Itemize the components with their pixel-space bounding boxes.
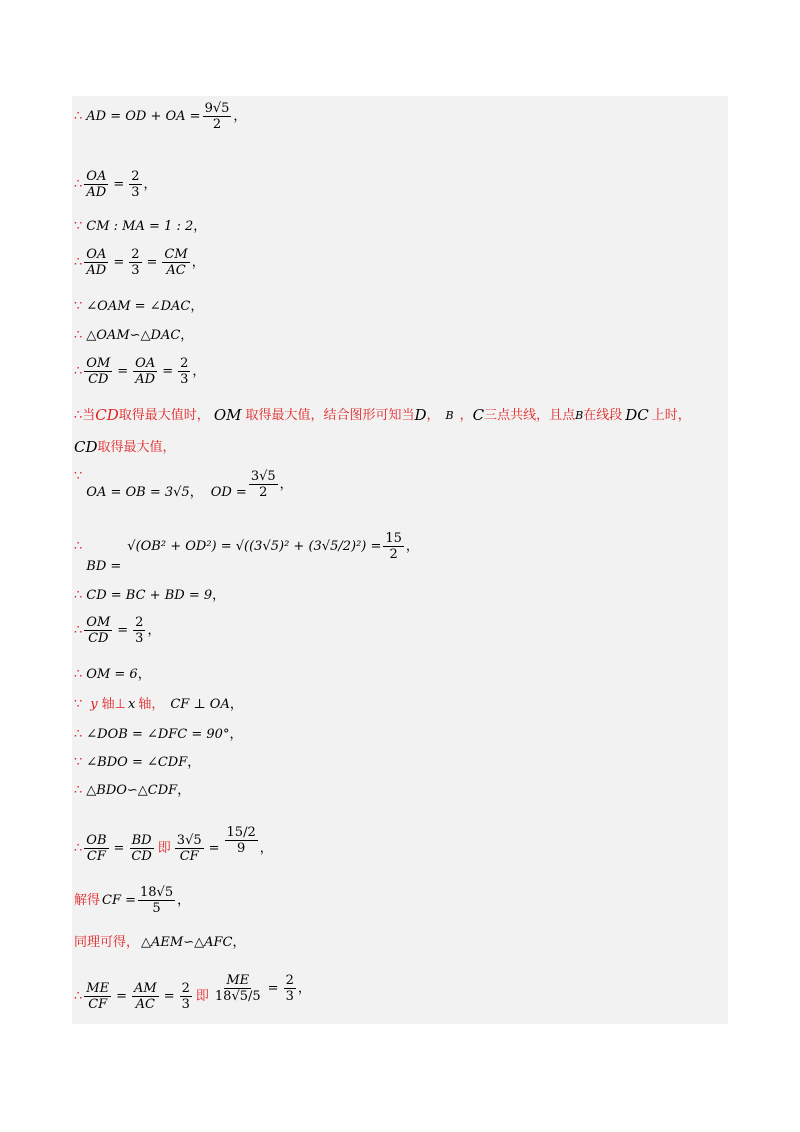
line-6: ∴ △OAM∽△DAC ， bbox=[74, 328, 194, 343]
line-21: 同理可得， △AEM∽△AFC ， bbox=[74, 935, 246, 950]
fraction: $\frac{2}{3}$ bbox=[131, 169, 140, 200]
fraction: $\frac{OA}{AD}$ bbox=[86, 169, 107, 200]
line-13: ∴ $\frac{OM}{CD}$ = $\frac{2}{3}$ ， bbox=[74, 615, 161, 646]
line-8: ∴当 CD 取得最大值时， OM 取得最大值，结合图形可知当 D ， B ， C 三点共线，且点 B 在线段 DC 上时， bbox=[74, 406, 691, 424]
line-9: CD 取得最大值， bbox=[74, 438, 176, 456]
line-7: ∴ $\frac{OM}{CD}$ = $\frac{OA}{AD}$ = $\frac{2}{3}$ ， bbox=[74, 356, 206, 387]
expr: AD = OD + OA = bbox=[86, 109, 201, 124]
line-3: ∵ CM : MA = 1 : 2 ， bbox=[74, 219, 207, 234]
line-1: ∴ AD = OD + OA = $\frac{9√5}{2}$ ， bbox=[74, 101, 247, 132]
line-14: ∴ OM = 6 ， bbox=[74, 667, 151, 682]
fraction: $\frac{9√5}{2}$ bbox=[204, 101, 230, 132]
line-11: ∴ BD = √(OB² + OD²) = √((3√5)² + (3√5/2)²) = $\frac{15}{2}$ ， bbox=[74, 531, 419, 574]
line-5: ∵ ∠OAM = ∠DAC ， bbox=[74, 299, 204, 314]
line-16: ∴ ∠DOB = ∠DFC = 90° ， bbox=[74, 727, 243, 742]
line-4: ∴ $\frac{OA}{AD}$ = $\frac{2}{3}$ = $\frac{CM}{AC}$ ， bbox=[74, 247, 205, 278]
line-2: ∴ $\frac{OA}{AD}$ = $\frac{2}{3}$ ， bbox=[74, 169, 157, 200]
line-22: ∴ $\frac{ME}{CF}$ = $\frac{AM}{AC}$ = $\frac{2}{3}$ 即 $\frac{ME}{18√5/5}$ = $\frac{2}{3}$ ， bbox=[74, 973, 311, 1012]
line-10: ∵ OA = OB = 3√5 ， OD = $\frac{3√5}{2}$ ， bbox=[74, 469, 293, 500]
line-15: ∵ y 轴⊥ x 轴， CF ⊥ OA ， bbox=[74, 697, 243, 712]
line-19: ∴ $\frac{OB}{CF}$ = $\frac{BD}{CD}$ 即 $\frac{3√5}{CF}$ = $\frac{15/2}{9}$ ， bbox=[74, 825, 273, 864]
line-17: ∵ ∠BDO = ∠CDF ， bbox=[74, 755, 201, 770]
line-12: ∴ CD = BC + BD = 9 ， bbox=[74, 588, 226, 603]
line-18: ∴ △BDO∽△CDF ， bbox=[74, 783, 191, 798]
line-20: 解得 CF = $\frac{18√5}{5}$ ， bbox=[74, 885, 191, 916]
therefore-symbol: ∴ bbox=[74, 109, 83, 124]
